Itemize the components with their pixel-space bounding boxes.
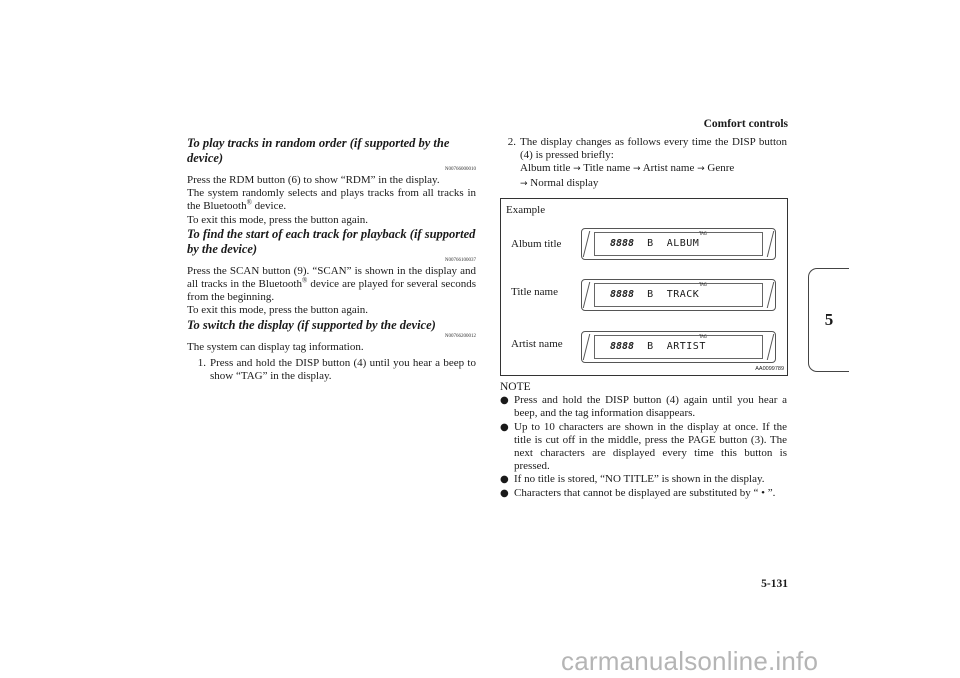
bullet-icon: ● [500,421,509,433]
step-item [497,136,787,162]
arrow-icon: → [573,164,581,175]
header-title: Comfort controls [703,118,788,130]
example-label: Example [506,204,546,216]
arrow-icon: → [520,178,528,189]
bullet-icon: ● [500,487,509,499]
chapter-tab: 5 [808,268,849,372]
row-label-artist: Artist name [511,338,563,350]
note-item: ● Press and hold the DISP button (4) again until you hear a beep, and the tag information disappears. [500,394,787,420]
tag-indicator: TAG [699,231,707,236]
lcd-text: 8888 B ALBUM [610,238,700,249]
section-code: N00766000010 [444,167,476,172]
step-text: Press and hold the DISP button (4) until you hear a beep to show “TAG” in the display. [210,356,476,383]
right-column [497,136,787,191]
row-label-album: Album title [511,238,562,250]
note-item: ● If no title is stored, “NO TITLE” is shown in the display. [500,473,765,486]
paragraph: Press the RDM button (6) to show “RDM” in the display. [187,174,440,186]
section-code: N00766100037 [444,257,476,263]
watermark: carmanualsonline.info [561,646,819,676]
note-item: ● Characters that cannot be displayed are substituted by “ • ”. [500,486,776,499]
lcd-display-album [581,228,776,260]
section-title-random: To play tracks in random order (if supported by the device) [187,136,450,165]
note-item: ● Up to 10 characters are shown in the display at once. If the title is cut off in the middle, press the PAGE button (3). The next characters are displayed every time this button is pressed. [500,420,787,473]
registered-mark: ® [301,276,308,285]
paragraph: To exit this mode, press the button again. [187,304,369,317]
step-number: 2. [507,136,516,148]
lcd-text: 8888 B ARTIST [610,341,706,352]
lcd-display-artist [581,331,776,363]
paragraph: The system randomly selects and plays tracks from all tracks in the Bluetooth® device. [187,187,476,213]
bullet-icon: ● [500,395,509,407]
note-title: NOTE [500,381,531,393]
section-code: N00766200012 [444,333,476,339]
page-number: 5-131 [761,578,788,590]
arrow-icon: → [697,164,705,175]
step-item [187,357,476,383]
step-text: The display changes as follows every time the DISP button (4) is pressed briefly: [520,136,787,162]
image-code: AA0099789 [755,366,784,372]
paragraph: To exit this mode, press the button again. [187,213,369,226]
note-block [500,381,787,500]
registered-mark: ® [246,198,252,207]
lcd-text: 8888 B TRACK [610,289,700,300]
section-title-scan: To find the start of each track for playback (if supported by the device) [187,226,476,256]
row-label-title: Title name [511,286,558,298]
bullet-icon: ● [500,474,509,486]
tag-indicator: TAG [699,334,707,339]
arrow-icon: → [633,164,641,175]
lcd-display-title [581,279,776,311]
tag-indicator: TAG [699,282,707,287]
step-number: 1. [197,356,206,369]
paragraph: The system can display tag information. [187,340,364,353]
paragraph: Press the SCAN button (9). “SCAN” is shown in the display and all tracks in the Bluetooth® device are played for several seconds from the beginning. [187,264,476,304]
display-sequence: Album title → Title name → Artist name → Genre → Normal display [520,162,735,189]
section-title-switch-display: To switch the display (if supported by the device) [187,317,436,332]
example-figure [500,198,788,376]
left-column [187,136,476,383]
